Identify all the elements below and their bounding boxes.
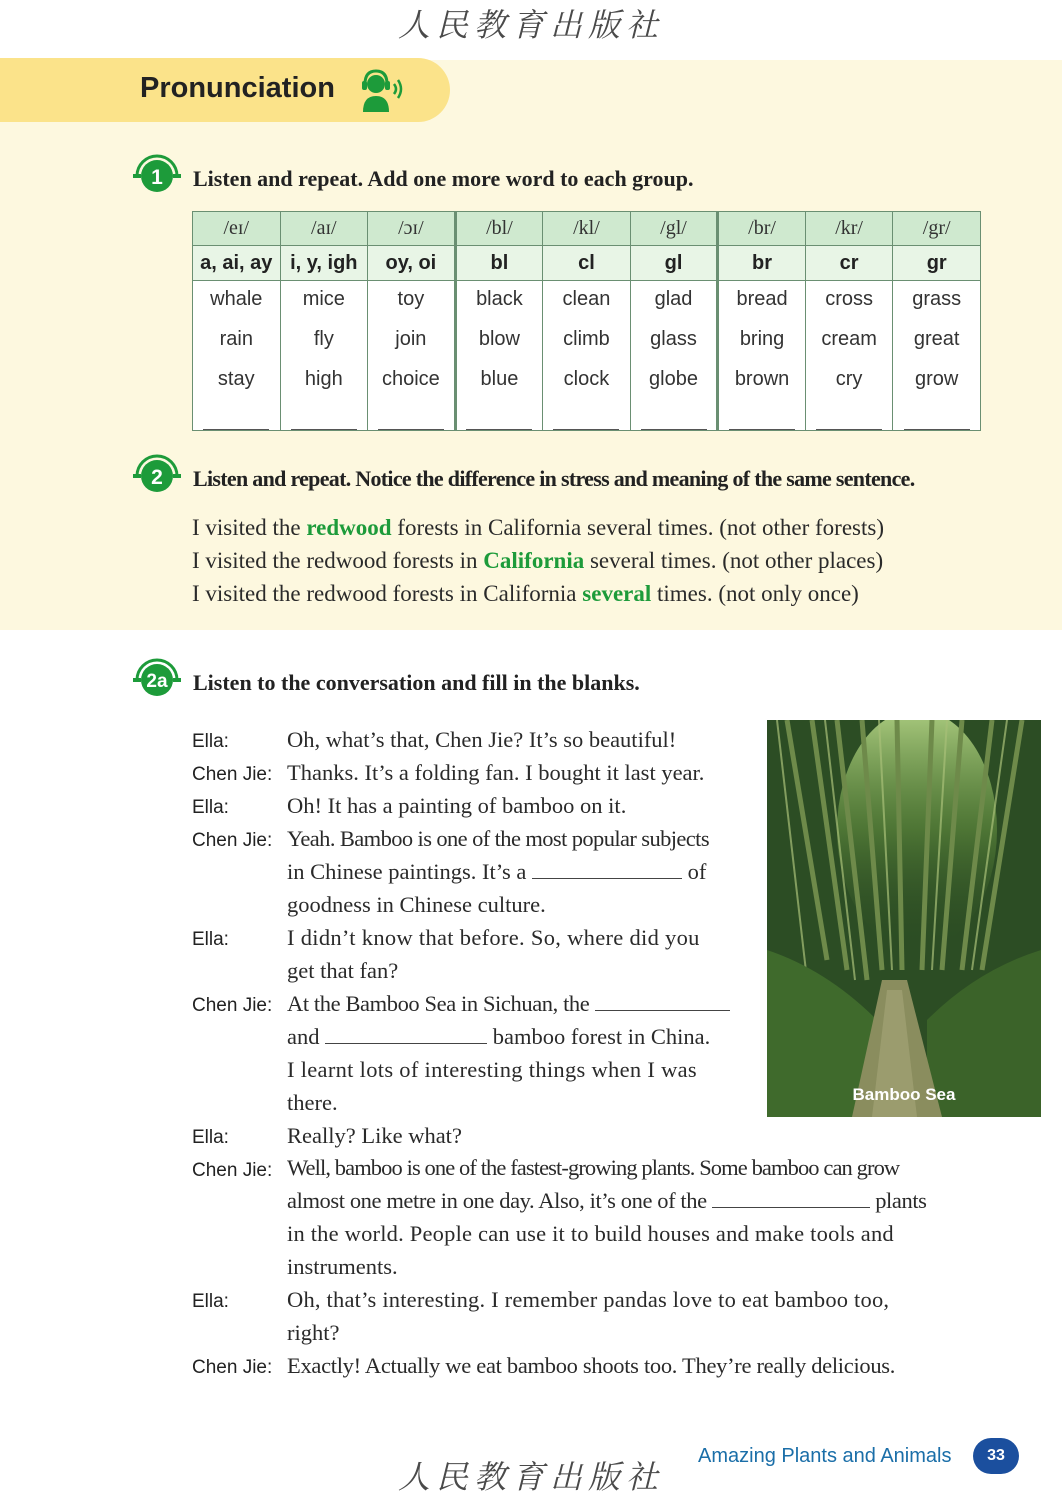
phonics-table <box>192 211 981 431</box>
exercise-2-badge <box>131 450 183 498</box>
example-word: fly <box>313 328 334 350</box>
dialogue-line: Oh! It has a painting of bamboo on it. <box>287 793 627 818</box>
fill-blank[interactable] <box>532 861 682 879</box>
dialogue-line: Yeah. Bamboo is one of the most popular subjects <box>287 826 709 851</box>
dialogue-line: goodness in Chinese culture. <box>287 892 546 917</box>
stress-sentence <box>192 548 883 574</box>
publisher-logo-top: 人民教育出版社 <box>397 6 664 44</box>
bamboo-forest-image <box>767 720 1041 1117</box>
publisher-logo-bottom: 人民教育出版社 <box>397 1458 664 1496</box>
spelling-pattern: gr <box>893 246 981 281</box>
exercise-number: 1 <box>151 166 163 189</box>
stressed-word: redwood <box>306 515 392 540</box>
word-column <box>543 281 631 431</box>
word-column <box>280 281 368 431</box>
speaker-label: Ella: <box>192 797 229 818</box>
dialogue-line <box>287 1188 927 1214</box>
dialogue-line: get that fan? <box>287 958 399 983</box>
dialogue-line: Really? Like what? <box>287 1123 462 1148</box>
example-word: globe <box>649 368 698 390</box>
example-word: climb <box>563 328 610 350</box>
example-word: grow <box>915 368 959 390</box>
speaker-label: Ella: <box>192 1127 229 1148</box>
section-title: Pronunciation <box>140 72 335 104</box>
dialogue-line: in the world. People can use it to build houses and make tools and <box>287 1221 894 1246</box>
example-word: cream <box>821 328 877 350</box>
example-word: stay <box>217 368 255 390</box>
example-word: bread <box>736 288 788 310</box>
fill-blank[interactable] <box>325 1026 487 1044</box>
speaker-label: Ella: <box>192 929 229 950</box>
phonetic-symbol: /bl/ <box>455 212 543 246</box>
word-column <box>805 281 893 431</box>
example-word: blow <box>478 328 520 350</box>
phonetic-symbol: /eɪ/ <box>193 212 281 246</box>
dialogue-text: almost one metre in one day. Also, it’s one of the <box>287 1188 707 1213</box>
example-word: cross <box>825 288 873 310</box>
stressed-word: several <box>582 581 652 606</box>
stress-sentence <box>192 581 859 607</box>
dialogue-text: At the Bamboo Sea in Sichuan, the <box>287 991 590 1016</box>
answer-blank[interactable] <box>729 410 795 430</box>
dialogue-line: Well, bamboo is one of the fastest-growing plants. Some bamboo can grow <box>287 1155 900 1180</box>
bamboo-sea-photo <box>767 720 1041 1117</box>
sentence-text: I visited the redwood forests in <box>192 548 484 573</box>
dialogue-text: bamboo forest in China. <box>492 1024 711 1049</box>
example-word: mice <box>302 288 345 310</box>
word-column <box>630 281 718 431</box>
example-word: bring <box>739 328 785 350</box>
speaker-label: Chen Jie: <box>192 1357 273 1378</box>
phonetic-symbol: /kr/ <box>805 212 893 246</box>
word-column <box>455 281 543 431</box>
answer-blank[interactable] <box>904 410 970 430</box>
spelling-pattern: gl <box>630 246 718 281</box>
dialogue-text: of <box>687 859 707 884</box>
dialogue-line <box>287 991 730 1017</box>
word-column <box>368 281 456 431</box>
dialogue-line: I didn’t know that before. So, where did you <box>287 925 700 950</box>
phonetic-symbol: /br/ <box>718 212 806 246</box>
speaker-label: Chen Jie: <box>192 830 273 851</box>
dialogue-line: Oh, that’s interesting. I remember pandas love to eat bamboo too, <box>287 1287 890 1312</box>
dialogue-line: right? <box>287 1320 340 1345</box>
answer-blank[interactable] <box>641 410 707 430</box>
answer-blank[interactable] <box>816 410 882 430</box>
dialogue-line <box>287 859 706 885</box>
sentence-text: forests in California several times. (not other forests) <box>391 515 884 540</box>
spelling-pattern: cl <box>543 246 631 281</box>
example-word: rain <box>219 328 253 350</box>
dialogue-text: in Chinese paintings. It’s a <box>287 859 527 884</box>
example-word: whale <box>210 288 263 310</box>
dialogue-text: and <box>287 1024 320 1049</box>
speaker-label: Ella: <box>192 1291 229 1312</box>
phonetic-symbol: /kl/ <box>543 212 631 246</box>
word-column <box>893 281 981 431</box>
dialogue-line: Thanks. It’s a folding fan. I bought it last year. <box>287 760 705 785</box>
unit-title: Amazing Plants and Animals <box>698 1445 952 1467</box>
stress-sentence <box>192 515 884 541</box>
exercise-2a-badge <box>131 654 183 702</box>
answer-blank[interactable] <box>203 410 269 430</box>
example-word: blue <box>480 368 519 390</box>
sentence-text: I visited the <box>192 515 307 540</box>
example-word: clean <box>562 288 611 310</box>
spelling-pattern: a, ai, ay <box>193 246 281 281</box>
phonetic-symbol: /gr/ <box>893 212 981 246</box>
phonetic-symbol: /aɪ/ <box>280 212 368 246</box>
speaker-label: Ella: <box>192 731 229 752</box>
spelling-pattern: oy, oi <box>368 246 456 281</box>
dialogue-line: I learnt lots of interesting things when I was <box>287 1057 697 1082</box>
dialogue-text: plants <box>875 1188 927 1213</box>
example-word: choice <box>381 368 440 390</box>
fill-blank[interactable] <box>712 1190 870 1208</box>
exercise-number: 2a <box>146 671 168 692</box>
spelling-pattern: br <box>718 246 806 281</box>
dialogue-line: there. <box>287 1090 338 1115</box>
exercise-number: 2 <box>151 466 163 489</box>
speaker-label: Chen Jie: <box>192 1160 273 1181</box>
spelling-pattern: i, y, igh <box>280 246 368 281</box>
sentence-text: several times. (not other places) <box>584 548 884 573</box>
answer-blank[interactable] <box>466 410 532 430</box>
word-column <box>193 281 281 431</box>
speaker-label: Chen Jie: <box>192 764 273 785</box>
answer-blank[interactable] <box>291 410 357 430</box>
example-word: toy <box>397 288 425 310</box>
example-word: grass <box>912 288 962 310</box>
example-word: clock <box>563 368 610 390</box>
phonetic-symbol: /gl/ <box>630 212 718 246</box>
sentence-text: times. (not only once) <box>651 581 859 606</box>
fill-blank[interactable] <box>595 993 730 1011</box>
answer-blank[interactable] <box>553 410 619 430</box>
example-word: black <box>476 288 523 310</box>
dialogue-line: Oh, what’s that, Chen Jie? It’s so beautiful! <box>287 727 677 752</box>
example-word: join <box>395 328 427 350</box>
example-word: brown <box>734 368 790 390</box>
dialogue-line: Exactly! Actually we eat bamboo shoots too. They’re really delicious. <box>287 1353 896 1378</box>
dialogue-line: instruments. <box>287 1254 398 1279</box>
page-number: 33 <box>973 1438 1019 1474</box>
example-word: glass <box>650 328 697 350</box>
exercise-1-instruction: Listen and repeat. Add one more word to each group. <box>193 166 694 191</box>
word-column <box>718 281 806 431</box>
photo-caption: Bamboo Sea <box>852 1085 956 1104</box>
example-word: glad <box>654 288 693 310</box>
example-word: high <box>304 368 343 390</box>
stressed-word: California <box>483 548 585 573</box>
spelling-pattern: cr <box>805 246 893 281</box>
example-word: great <box>913 328 960 350</box>
exercise-2-instruction: Listen and repeat. Notice the difference in stress and meaning of the same sentence. <box>193 466 915 491</box>
example-word: cry <box>835 368 863 390</box>
sentence-text: I visited the redwood forests in California <box>192 581 583 606</box>
phonetic-symbol: /ɔɪ/ <box>368 212 456 246</box>
dialogue-line <box>287 1024 710 1050</box>
spelling-pattern: bl <box>455 246 543 281</box>
exercise-1-badge <box>131 150 183 198</box>
speaker-label: Chen Jie: <box>192 995 273 1016</box>
answer-blank[interactable] <box>378 410 444 430</box>
exercise-2a-instruction: Listen to the conversation and fill in the blanks. <box>193 670 640 695</box>
headset-speaker-icon <box>356 68 408 114</box>
